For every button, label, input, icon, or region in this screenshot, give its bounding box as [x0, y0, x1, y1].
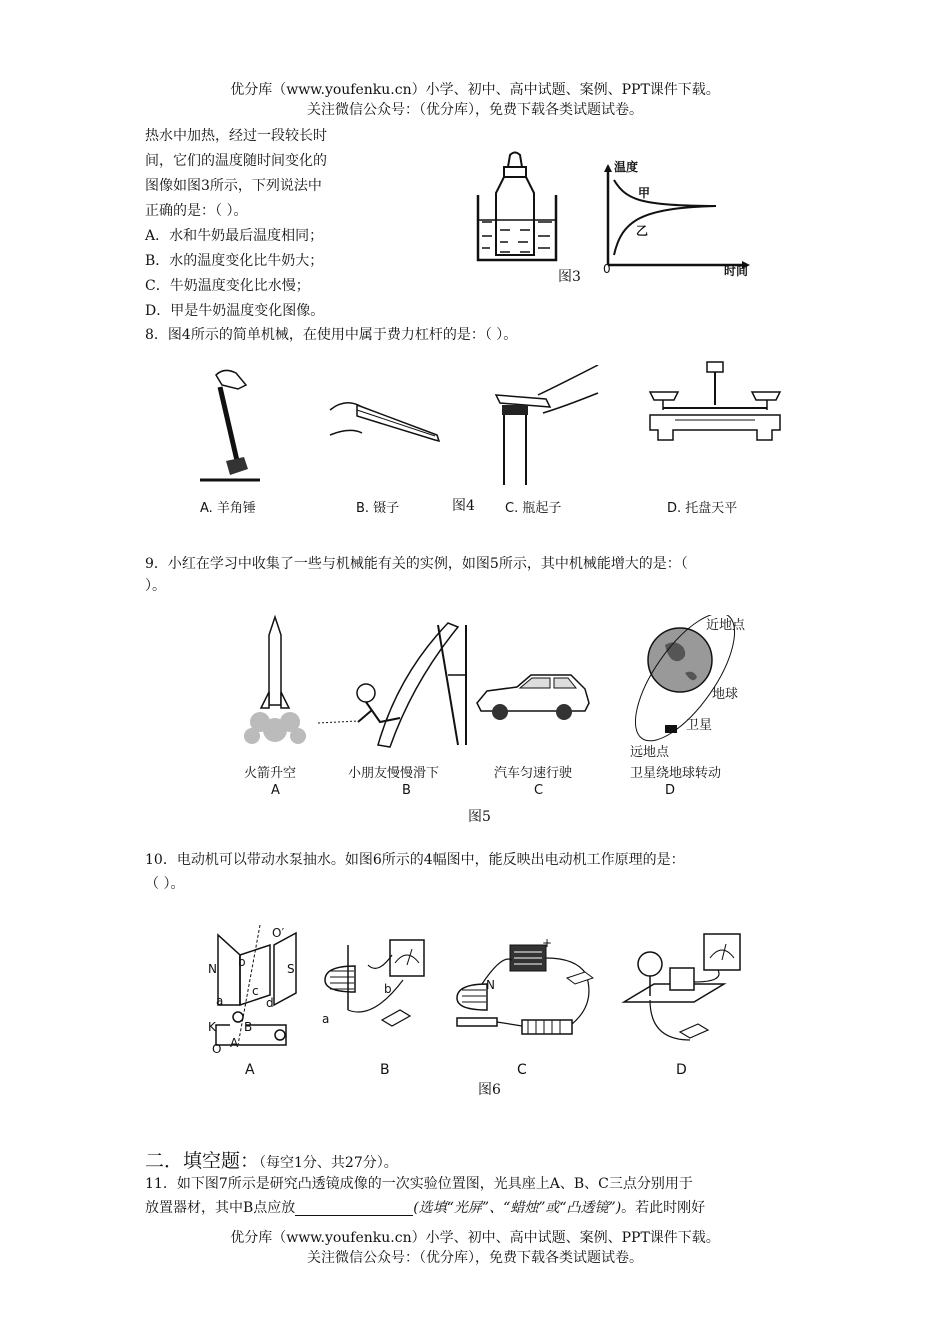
q8-text: 8．图4所示的简单机械，在使用中属于费力杠杆的是：（ ）。 — [145, 327, 518, 343]
header-line-2: 关注微信公众号：（优分库），免费下载各类试题试卷。 — [307, 102, 643, 118]
q9-item-c-title: 汽车匀速行驶 — [494, 766, 573, 781]
figure-6-caption: 图6 — [478, 1082, 501, 1098]
q10-letter-a: A — [245, 1062, 255, 1078]
header-line-1: 优分库（www.youfenku.cn）小学、初中、高中试题、案例、PPT课件下载。 — [230, 82, 720, 98]
q11-line-1: 11．如下图7所示是研究凸透镜成像的一次实验位置图，光具座上A、B、C三点分别用于 — [145, 1176, 693, 1192]
diagram-a-b: b — [238, 955, 246, 969]
rocket-illustration — [240, 612, 310, 752]
q10-letter-c: C — [517, 1062, 527, 1078]
q10-letter-b: B — [380, 1062, 390, 1078]
q11-hint: (选填“光屏”、“蜡烛”或“凸透镜”) — [413, 1200, 622, 1216]
footer-line-2: 关注微信公众号：（优分库），免费下载各类试题试卷。 — [307, 1250, 643, 1266]
q8-item-a: A. 羊角锤 — [200, 501, 256, 516]
q7-option-a: A．水和牛奶最后温度相同； — [145, 228, 324, 244]
electromagnet-circuit-diagram — [452, 940, 612, 1050]
q9-item-d-title: 卫星绕地球转动 — [630, 766, 722, 781]
figure-3-caption: 图3 — [558, 269, 581, 285]
slide-illustration — [318, 615, 468, 755]
galvanometer-conductor-diagram — [320, 935, 440, 1035]
figure-5-caption: 图5 — [468, 809, 491, 825]
q7-option-c: C．牛奶温度变化比水慢； — [145, 278, 310, 294]
diagram-a-a2: A — [230, 1036, 239, 1050]
label-earth: 地球 — [712, 687, 739, 702]
tray-balance-illustration — [645, 360, 785, 450]
q10-letter-d: D — [676, 1062, 687, 1078]
q8-item-d: D. 托盘天平 — [667, 501, 738, 516]
diagram-a-d: d — [266, 996, 274, 1010]
q7-line-2: 间，它们的温度随时间变化的 — [145, 153, 327, 169]
tweezers-illustration — [325, 380, 445, 450]
graph-x-label: 时间 — [724, 264, 749, 278]
section-2-note: （每空1分、共27分）。 — [259, 1155, 398, 1171]
claw-hammer-illustration — [198, 365, 268, 490]
figure-3-graph — [596, 160, 756, 278]
q7-line-1: 热水中加热，经过一段较长时 — [145, 128, 327, 144]
q8-item-b: B. 镊子 — [356, 501, 400, 516]
q7-option-d: D．甲是牛奶温度变化图像。 — [145, 303, 325, 319]
graph-curve-bottom: 乙 — [636, 224, 649, 238]
q9-item-c-letter: C — [534, 783, 544, 798]
diagram-a-k: K — [208, 1020, 216, 1034]
bottle-opener-illustration — [488, 365, 608, 490]
diagram-a-o-prime: O′ — [272, 926, 285, 940]
q9-item-d-letter: D — [665, 783, 676, 798]
figure-4-caption: 图4 — [452, 498, 475, 514]
q7-line-4: 正确的是：（ ）。 — [145, 203, 248, 219]
q9-item-b-title: 小朋友慢慢滑下 — [348, 766, 440, 781]
q10-line-2: （ ）。 — [145, 876, 185, 892]
diagram-a-n: N — [208, 962, 217, 976]
label-apogee: 远地点 — [630, 745, 670, 760]
diagram-a-a: a — [216, 994, 224, 1008]
q9-item-a-letter: A — [271, 783, 280, 798]
q10-line-1: 10．电动机可以带动水泵抽水。如图6所示的4幅图中，能反映出电动机工作原理的是： — [145, 852, 685, 868]
diagram-b-a: a — [322, 1012, 330, 1026]
q7-option-b: B．水的温度变化比牛奶大； — [145, 253, 324, 269]
label-perigee: 近地点 — [706, 618, 746, 633]
q9-item-a-title: 火箭升空 — [244, 766, 297, 781]
label-satellite: 卫星 — [686, 718, 713, 733]
car-illustration — [472, 668, 592, 728]
generator-galvanometer-diagram — [620, 932, 750, 1052]
graph-origin: 0 — [603, 262, 611, 276]
q11-answer-blank[interactable] — [295, 1199, 413, 1216]
q8-item-c: C. 瓶起子 — [505, 501, 562, 516]
diagram-a-c: c — [252, 984, 259, 998]
diagram-c-plus: + — [542, 936, 553, 950]
q11-line-2-pre: 放置器材，其中B点应放 — [145, 1200, 296, 1216]
q11-line-2-post: 。若此时刚好 — [621, 1200, 706, 1216]
q9-item-b-letter: B — [402, 783, 411, 798]
diagram-a-o: O — [212, 1042, 222, 1056]
section-2-heading — [145, 1146, 398, 1173]
diagram-b-b: b — [384, 982, 392, 996]
q9-line-1: 9．小红在学习中收集了一些与机械能有关的实例，如图5所示，其中机械能增大的是：（ — [145, 556, 688, 572]
q7-line-3: 图像如图3所示，下列说法中 — [145, 178, 322, 194]
diagram-a-s: S — [287, 962, 295, 976]
footer-line-1: 优分库（www.youfenku.cn）小学、初中、高中试题、案例、PPT课件下载。 — [230, 1230, 720, 1246]
q9-line-2: ）。 — [145, 578, 166, 594]
q11-line-2 — [145, 1196, 705, 1221]
section-2-title: 二．填空题： — [145, 1150, 260, 1172]
diagram-c-n: N — [486, 978, 495, 992]
graph-curve-top: 甲 — [638, 186, 651, 200]
graph-y-label: 温度 — [614, 160, 639, 174]
figure-3-beaker — [470, 150, 565, 265]
satellite-earth-illustration — [625, 615, 775, 755]
diagram-a-b2: B — [244, 1020, 253, 1034]
